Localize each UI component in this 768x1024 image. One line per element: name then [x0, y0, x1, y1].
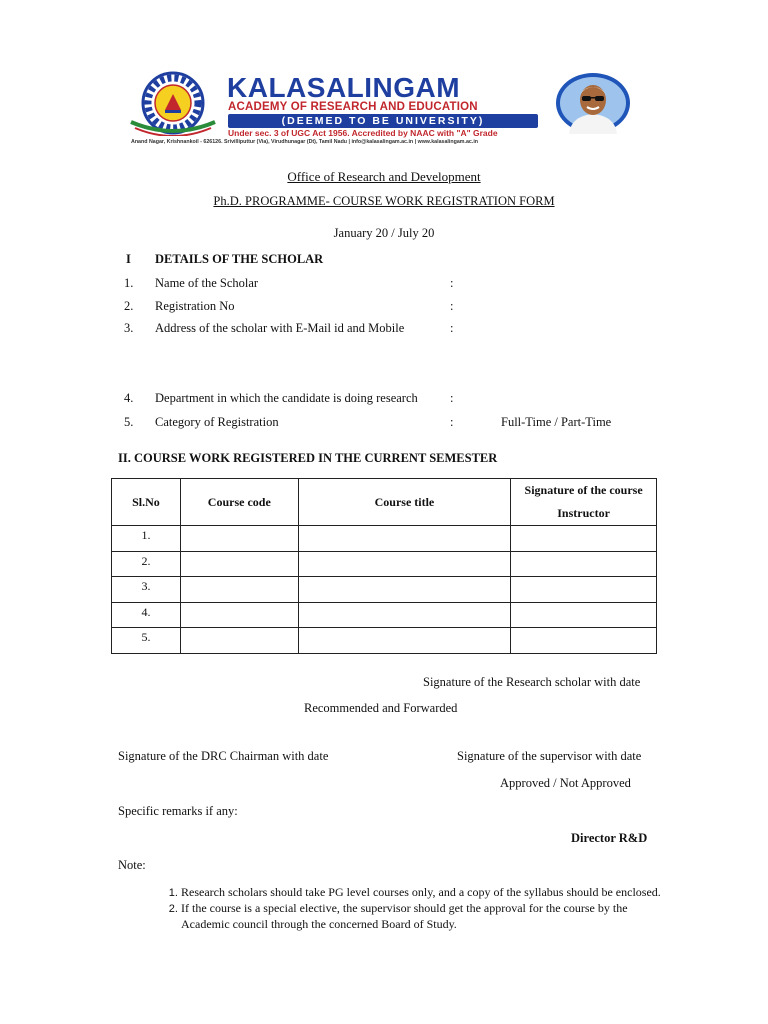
cell-course-code[interactable]	[180, 628, 298, 654]
cell-course-title[interactable]	[298, 526, 511, 552]
letterhead	[125, 70, 635, 150]
notes-heading: Note:	[118, 858, 146, 872]
cell-slno: 1.	[112, 526, 181, 552]
field-number: 4.	[124, 391, 134, 405]
section2-heading: II. COURSE WORK REGISTERED IN THE CURRENT SEMESTER	[118, 451, 498, 465]
field-number: 1.	[124, 276, 134, 290]
supervisor-signature-label: Signature of the supervisor with date	[457, 749, 642, 763]
table-row	[112, 602, 657, 628]
cell-slno: 4.	[112, 602, 181, 628]
field-colon: :	[450, 299, 454, 313]
cell-course-title[interactable]	[298, 602, 511, 628]
field-label: Department in which the candidate is doing research	[155, 391, 418, 405]
remarks-label: Specific remarks if any:	[118, 804, 238, 818]
table-header-row	[112, 479, 657, 526]
recommended-label: Recommended and Forwarded	[304, 701, 458, 715]
notes-list	[160, 884, 671, 932]
field-label: Name of the Scholar	[155, 276, 259, 290]
session-line: January 20 / July 20	[333, 226, 435, 240]
university-seal-icon	[125, 70, 221, 136]
cell-signature[interactable]	[511, 526, 657, 552]
cell-signature[interactable]	[511, 551, 657, 577]
university-name: KALASALINGAM	[227, 72, 461, 103]
field-colon: :	[450, 391, 454, 405]
cell-course-code[interactable]	[180, 577, 298, 603]
deemed-banner: (DEEMED TO BE UNIVERSITY)	[228, 114, 538, 128]
field-number: 5.	[124, 415, 134, 429]
field-label: Address of the scholar with E-Mail id and Mobile	[155, 321, 405, 335]
cell-slno: 3.	[112, 577, 181, 603]
cell-course-code[interactable]	[180, 526, 298, 552]
cell-slno: 2.	[112, 551, 181, 577]
list-item: 1. Research scholars should take PG level courses only, and a copy of the syllabus should be enclosed.	[181, 884, 671, 900]
cell-course-title[interactable]	[298, 628, 511, 654]
field-number: 3.	[124, 321, 134, 335]
cell-signature[interactable]	[511, 577, 657, 603]
table-row	[112, 628, 657, 654]
table-row	[112, 551, 657, 577]
university-subtitle: ACADEMY OF RESEARCH AND EDUCATION	[228, 101, 478, 113]
column-header-signature-line2: Instructor	[557, 506, 610, 520]
scholar-signature-label: Signature of the Research scholar with date	[423, 675, 641, 689]
column-header-signature-line1: Signature of the course	[524, 483, 643, 497]
column-header-slno: Sl.No	[112, 479, 181, 526]
address-line: Anand Nagar, Krishnankoil - 626126. Srivilliputtur (Via), Virudhunagar (Dt), Tamil Nadu | info@kalasalingam.ac.in | www.kalasalingam.ac.in	[131, 139, 479, 145]
cell-course-code[interactable]	[180, 551, 298, 577]
form-title: Ph.D. PROGRAMME- COURSE WORK REGISTRATION FORM	[213, 194, 555, 208]
cell-course-title[interactable]	[298, 551, 511, 577]
column-header-course-title: Course title	[298, 479, 511, 526]
field-number: 2.	[124, 299, 134, 313]
accreditation-line: Under sec. 3 of UGC Act 1956. Accredited by NAAC with "A" Grade	[228, 128, 498, 138]
cell-signature[interactable]	[511, 628, 657, 654]
founder-portrait-icon	[555, 72, 631, 134]
table-row	[112, 526, 657, 552]
field-colon: :	[450, 276, 454, 290]
cell-slno: 5.	[112, 628, 181, 654]
category-options[interactable]: Full-Time / Part-Time	[501, 415, 612, 429]
drc-signature-label: Signature of the DRC Chairman with date	[118, 749, 329, 763]
table-row	[112, 577, 657, 603]
cell-course-title[interactable]	[298, 577, 511, 603]
field-label: Registration No	[155, 299, 235, 313]
field-colon: :	[450, 415, 454, 429]
field-label: Category of Registration	[155, 415, 279, 429]
cell-course-code[interactable]	[180, 602, 298, 628]
office-title: Office of Research and Development	[287, 169, 481, 184]
approval-options: Approved / Not Approved	[500, 776, 631, 790]
section1-heading: DETAILS OF THE SCHOLAR	[155, 252, 324, 266]
cell-signature[interactable]	[511, 602, 657, 628]
column-header-signature	[511, 479, 657, 526]
column-header-course-code: Course code	[180, 479, 298, 526]
section1-numeral: I	[126, 252, 131, 266]
field-colon: :	[450, 321, 454, 335]
course-work-table	[111, 478, 657, 654]
list-item: 2. If the course is a special elective, the supervisor should get the approval for the course by the Academic council through the concerned Board of Study.	[181, 900, 671, 932]
director-label: Director R&D	[571, 831, 648, 845]
